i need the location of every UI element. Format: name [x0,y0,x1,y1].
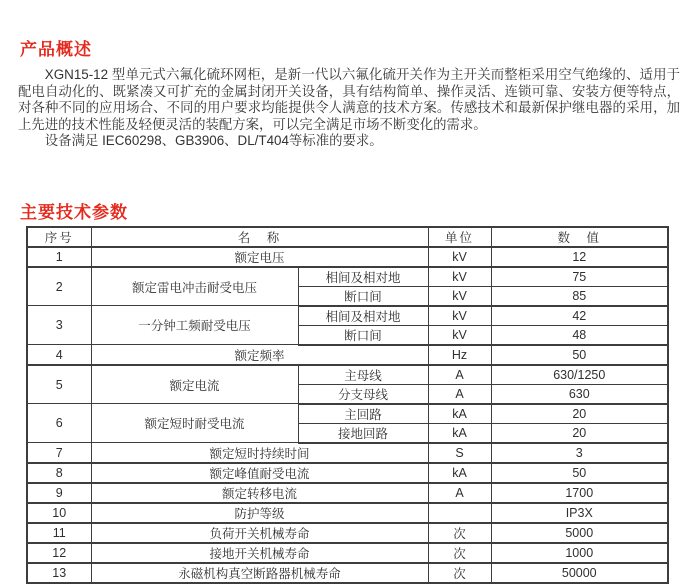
table-row [27,523,668,543]
cell-unit [428,503,491,523]
cell-unit: kV [428,267,491,287]
cell-no: 11 [27,523,91,543]
cell-name: 额定转移电流 [91,483,428,503]
column-header-unit: 单位 [428,227,491,247]
cell-value: 20 [491,423,668,443]
overview-paragraph-1: XGN15-12 型单元式六氟化硫环网柜，是新一代以六氟化硫开关作为主开关而整柜采用空气绝缘的、适用于配电自动化的、既紧凑又可扩充的金属封闭开关设备，具有结构简单、操作灵活、连锁可靠、安装方便等特点，对各种不同的应用场合、不同的用户要求均能提供令人满意的技术方案。传感技术和最新保护继电器的采用，加上先进的技术性能及轻便灵活的装配方案，可以完全满足市场不断变化的需求。 [18,67,680,132]
cell-unit: kA [428,404,491,424]
table-row [27,483,668,503]
cell-no: 5 [27,365,91,404]
cell-name: 负荷开关机械寿命 [91,523,428,543]
cell-no: 9 [27,483,91,503]
cell-name: 额定电压 [91,247,428,267]
cell-unit: A [428,365,491,385]
cell-name: 额定频率 [91,345,428,365]
table-row [27,543,668,563]
cell-no: 8 [27,463,91,483]
cell-no: 7 [27,443,91,463]
cell-value: 630/1250 [491,365,668,385]
table-row [27,267,668,287]
cell-unit: A [428,384,491,404]
cell-name: 永磁机构真空断路器机械寿命 [91,563,428,583]
cell-name: 额定短时持续时间 [91,443,428,463]
cell-subname: 断口间 [298,325,428,345]
column-header-name: 名 称 [91,227,428,247]
table-row [27,503,668,523]
cell-unit: kV [428,286,491,306]
table-row [27,306,668,326]
cell-name: 额定峰值耐受电流 [91,463,428,483]
cell-unit: kV [428,247,491,267]
overview-text-block [18,67,680,150]
cell-name: 一分钟工频耐受电压 [91,306,298,345]
cell-value: 630 [491,384,668,404]
cell-name: 额定短时耐受电流 [91,404,298,443]
table-row [27,247,668,267]
cell-value: 42 [491,306,668,326]
cell-no: 1 [27,247,91,267]
table-row [27,443,668,463]
cell-unit: kV [428,325,491,345]
cell-unit: kV [428,306,491,326]
cell-no: 4 [27,345,91,365]
cell-subname: 接地回路 [298,423,428,443]
table-row [27,404,668,424]
cell-subname: 主回路 [298,404,428,424]
cell-value: 50 [491,345,668,365]
cell-value: 50000 [491,563,668,583]
cell-name: 防护等级 [91,503,428,523]
cell-name: 额定雷电冲击耐受电压 [91,267,298,306]
cell-unit: 次 [428,563,491,583]
parameters-section-title: 主要技术参数 [20,202,128,222]
cell-value: 1000 [491,543,668,563]
cell-no: 12 [27,543,91,563]
cell-value: 85 [491,286,668,306]
cell-no: 10 [27,503,91,523]
cell-unit: 次 [428,543,491,563]
cell-unit: S [428,443,491,463]
cell-no: 13 [27,563,91,583]
cell-unit: kA [428,423,491,443]
cell-value: 48 [491,325,668,345]
cell-value: IP3X [491,503,668,523]
cell-value: 3 [491,443,668,463]
cell-subname: 相间及相对地 [298,267,428,287]
overview-paragraph-2: 设备满足 IEC60298、GB3906、DL/T404等标准的要求。 [44,133,383,149]
cell-unit: Hz [428,345,491,365]
cell-value: 75 [491,267,668,287]
cell-value: 5000 [491,523,668,543]
cell-value: 20 [491,404,668,424]
cell-name: 额定电流 [91,365,298,404]
technical-parameters-table [26,226,669,584]
table-header-row [27,227,668,247]
overview-section-title: 产品概述 [20,40,92,59]
table-row [27,365,668,385]
cell-no: 3 [27,306,91,345]
cell-name: 接地开关机械寿命 [91,543,428,563]
cell-value: 12 [491,247,668,267]
cell-unit: 次 [428,523,491,543]
cell-no: 6 [27,404,91,443]
cell-unit: A [428,483,491,503]
cell-value: 1700 [491,483,668,503]
column-header-no: 序号 [27,227,91,247]
cell-unit: kA [428,463,491,483]
cell-subname: 相间及相对地 [298,306,428,326]
cell-subname: 断口间 [298,286,428,306]
cell-subname: 分支母线 [298,384,428,404]
cell-value: 50 [491,463,668,483]
cell-subname: 主母线 [298,365,428,385]
column-header-value: 数 值 [491,227,668,247]
table-row [27,463,668,483]
table-row [27,563,668,583]
table-row [27,345,668,365]
cell-no: 2 [27,267,91,306]
